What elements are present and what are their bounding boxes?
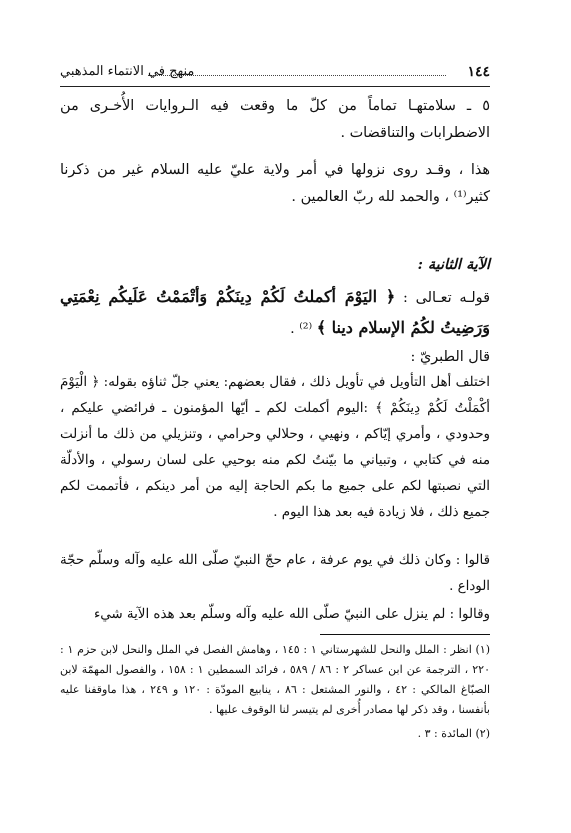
verse-intro: قولـه تعـالى : [403,290,490,306]
paragraph-tabari: قال الطبريّ : [410,349,490,365]
paragraph-2: هذا ، وقـد روى نزولها في أمر ولاية عليّ عليه السلام غير من ذكرنا كثير⁽¹⁾ ، والحمد لله ربّ العالمين . [60,162,490,205]
header-rule [60,86,490,87]
footnote-2: (٢) المائدة : ٣ . [417,727,490,740]
running-title: منهج في الانتماء المذهبي [60,64,195,79]
running-header [60,62,490,82]
paragraph-1: ٥ ـ سلامتهـا تماماً من كلّ ما وقعت فيه الـروايات الأُخـرى من الاضطرابات والتناقضات . [60,98,490,141]
verse-footnote-ref: ⁽²⁾ . [290,321,313,337]
paragraph-verse [60,282,490,344]
paragraph-last: وقالوا : لم ينزل على النبيّ صلّى الله عليه وآله وسلّم بعد هذه الآية شيء [93,607,490,622]
page-number: ١٤٤ [467,64,490,80]
footnote-rule [320,634,490,635]
footnote-1: (١) انظر : الملل والنحل للشهرستاني ١ : ١٤٥ ، وهامش الفصل في الملل والنحل لابن حزم ١ : ٢٢٠ ، الترجمة عن ابن عساكر ٢ : ٨٦ / ٥٨٩ ، فرائد السمطين ١ : ١٥٨ ، والفصول المهمّة لابن الصبّاغ المالكي : ٤٢ ، والنور المشتعل : ٨٦ ، ينابيع المودّة : ١٢٠ و ٢٤٩ ، هذا ماوقفنا عليه بأنفسنا ، وقد ذكر لها مصادر أُخرى لم يتيسر لنا الوقوف عليها . [60,643,491,716]
paragraph-arafa: قالوا : وكان ذلك في يوم عرفة ، عام حجّ النبيّ صلّى الله عليه وآله وسلّم حجّة الوداع . [60,553,490,594]
quran-verse: ﴿ اليَوْمَ أكملتُ لَكُمْ دِينَكُمْ وَأتْمَمْتُ عَلَيكُم نِعْمَتِي وَرَضِيتُ لكُمُ الإسلام دينا ﴾ [60,287,490,337]
section-heading: الآية الثانية : [417,256,490,273]
paragraph-tafsir: اختلف أهل التأويل في تأويل ذلك ، فقال بعضهم: يعني جلّ ثناؤه بقوله: ﴿ الْيَوْمَ أكْمَلْتُ لَكُمْ دِينَكُمْ ﴾ :اليوم أكملت لكم ـ أيّها المؤمنون ـ فرائضي عليكم ، وحدودي ، وأمري إيّاكم ، ونهيي ، وحلالي وحرامي ، وتنزيلي من ذلك ما أنزلت منه في كتابي ، وتبياني ما بيّنتُ لكم منه بوحيي على لسان رسولي ، والأدلّة التي نصبتها لكم على جميع ما بكم الحاجة إليه من أمر دينكم ، فأتممت لكم جميع ذلك ، فلا زيادة فيه بعد هذا اليوم . [60,375,490,520]
